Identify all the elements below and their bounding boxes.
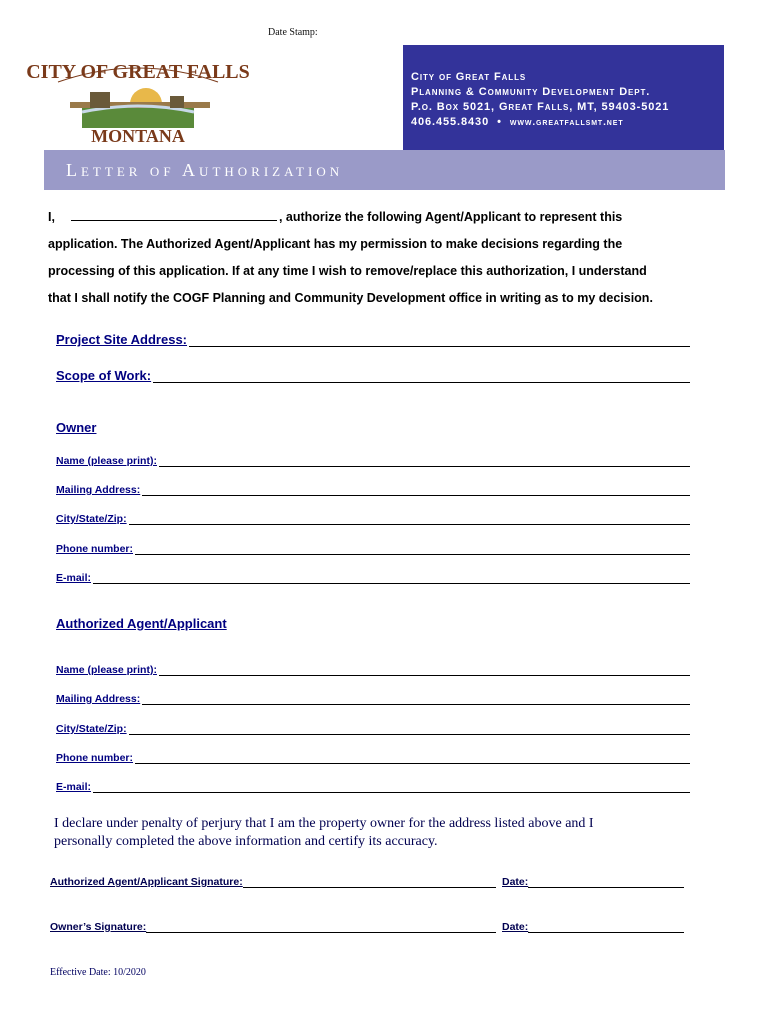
owner-email-label: E-mail: bbox=[56, 572, 92, 584]
agent-signature-field[interactable] bbox=[50, 876, 496, 888]
agent-city-state-zip-field[interactable] bbox=[56, 723, 690, 735]
city-logo bbox=[26, 52, 250, 146]
project-site-address-field[interactable] bbox=[56, 332, 690, 347]
intro-text-1: , authorize the following Agent/Applicant to represent this bbox=[278, 210, 623, 224]
header-address: P.o. Box 5021, Great Falls, MT, 59403-5021 bbox=[411, 101, 670, 113]
agent-signature-label: Authorized Agent/Applicant Signature: bbox=[50, 876, 243, 888]
agent-signature-date-field[interactable] bbox=[502, 876, 684, 888]
owner-name-field[interactable] bbox=[56, 455, 690, 467]
owner-mailing-address-field[interactable] bbox=[56, 484, 690, 496]
header-website: www.greatfallsmt.net bbox=[509, 117, 624, 128]
owner-section-title: Owner bbox=[56, 420, 97, 435]
date-stamp-label: Date Stamp: bbox=[268, 27, 318, 38]
intro-text-2: application. The Authorized Agent/Applicant has my permission to make decisions regarding the bbox=[48, 237, 623, 251]
owner-city-state-zip-field[interactable] bbox=[56, 513, 690, 525]
owner-phone-field[interactable] bbox=[56, 543, 690, 555]
intro-text-3: processing of this application. If at any time I wish to remove/replace this authorization, I understand bbox=[48, 264, 647, 278]
owner-email-field[interactable] bbox=[56, 572, 690, 584]
agent-phone-label: Phone number: bbox=[56, 752, 134, 764]
agent-name-label: Name (please print): bbox=[56, 664, 157, 676]
owner-name-label: Name (please print): bbox=[56, 455, 157, 467]
agent-name-field[interactable] bbox=[56, 664, 690, 676]
agent-phone-field[interactable] bbox=[56, 752, 690, 764]
scope-of-work-label: Scope of Work: bbox=[56, 368, 152, 383]
intro-prefix: I, bbox=[48, 210, 55, 224]
header-city: City of Great Falls bbox=[411, 71, 527, 83]
agent-mailing-address-label: Mailing Address: bbox=[56, 693, 141, 705]
logo-text-bottom: MONTANA bbox=[91, 126, 185, 146]
declaration-line-1: I declare under penalty of perjury that I am the property owner for the address listed above and I bbox=[54, 816, 594, 831]
title-bar bbox=[44, 150, 725, 190]
header-separator: • bbox=[497, 116, 502, 128]
agent-section-title: Authorized Agent/Applicant bbox=[56, 616, 227, 631]
department-header bbox=[403, 45, 724, 150]
effective-date: Effective Date: 10/2020 bbox=[50, 967, 146, 978]
authorizer-name-field[interactable] bbox=[71, 209, 277, 221]
agent-email-field[interactable] bbox=[56, 781, 690, 793]
scope-of-work-field[interactable] bbox=[56, 368, 690, 383]
agent-mailing-address-field[interactable] bbox=[56, 693, 690, 705]
owner-mailing-address-label: Mailing Address: bbox=[56, 484, 141, 496]
owner-city-state-zip-label: City/State/Zip: bbox=[56, 513, 127, 525]
owner-phone-label: Phone number: bbox=[56, 543, 134, 555]
project-site-address-label: Project Site Address: bbox=[56, 332, 188, 347]
intro-text-4: that I shall notify the COGF Planning and Community Development office in writing as to my decision. bbox=[48, 291, 653, 305]
logo-text-top: CITY OF GREAT FALLS bbox=[26, 61, 250, 83]
declaration-line-2: personally completed the above information and certify its accuracy. bbox=[54, 834, 438, 849]
owner-signature-label: Owner’s Signature: bbox=[50, 921, 147, 933]
owner-signature-field[interactable] bbox=[50, 921, 496, 933]
agent-city-state-zip-label: City/State/Zip: bbox=[56, 723, 127, 735]
owner-date-label: Date: bbox=[502, 921, 529, 933]
page-title: Letter of Authorization bbox=[66, 160, 344, 180]
header-phone: 406.455.8430 bbox=[411, 116, 490, 128]
authorization-statement bbox=[48, 204, 728, 312]
header-department: Planning & Community Development Dept. bbox=[411, 86, 651, 98]
agent-date-label: Date: bbox=[502, 876, 529, 888]
agent-email-label: E-mail: bbox=[56, 781, 92, 793]
owner-signature-date-field[interactable] bbox=[502, 921, 684, 933]
perjury-declaration bbox=[54, 815, 694, 851]
